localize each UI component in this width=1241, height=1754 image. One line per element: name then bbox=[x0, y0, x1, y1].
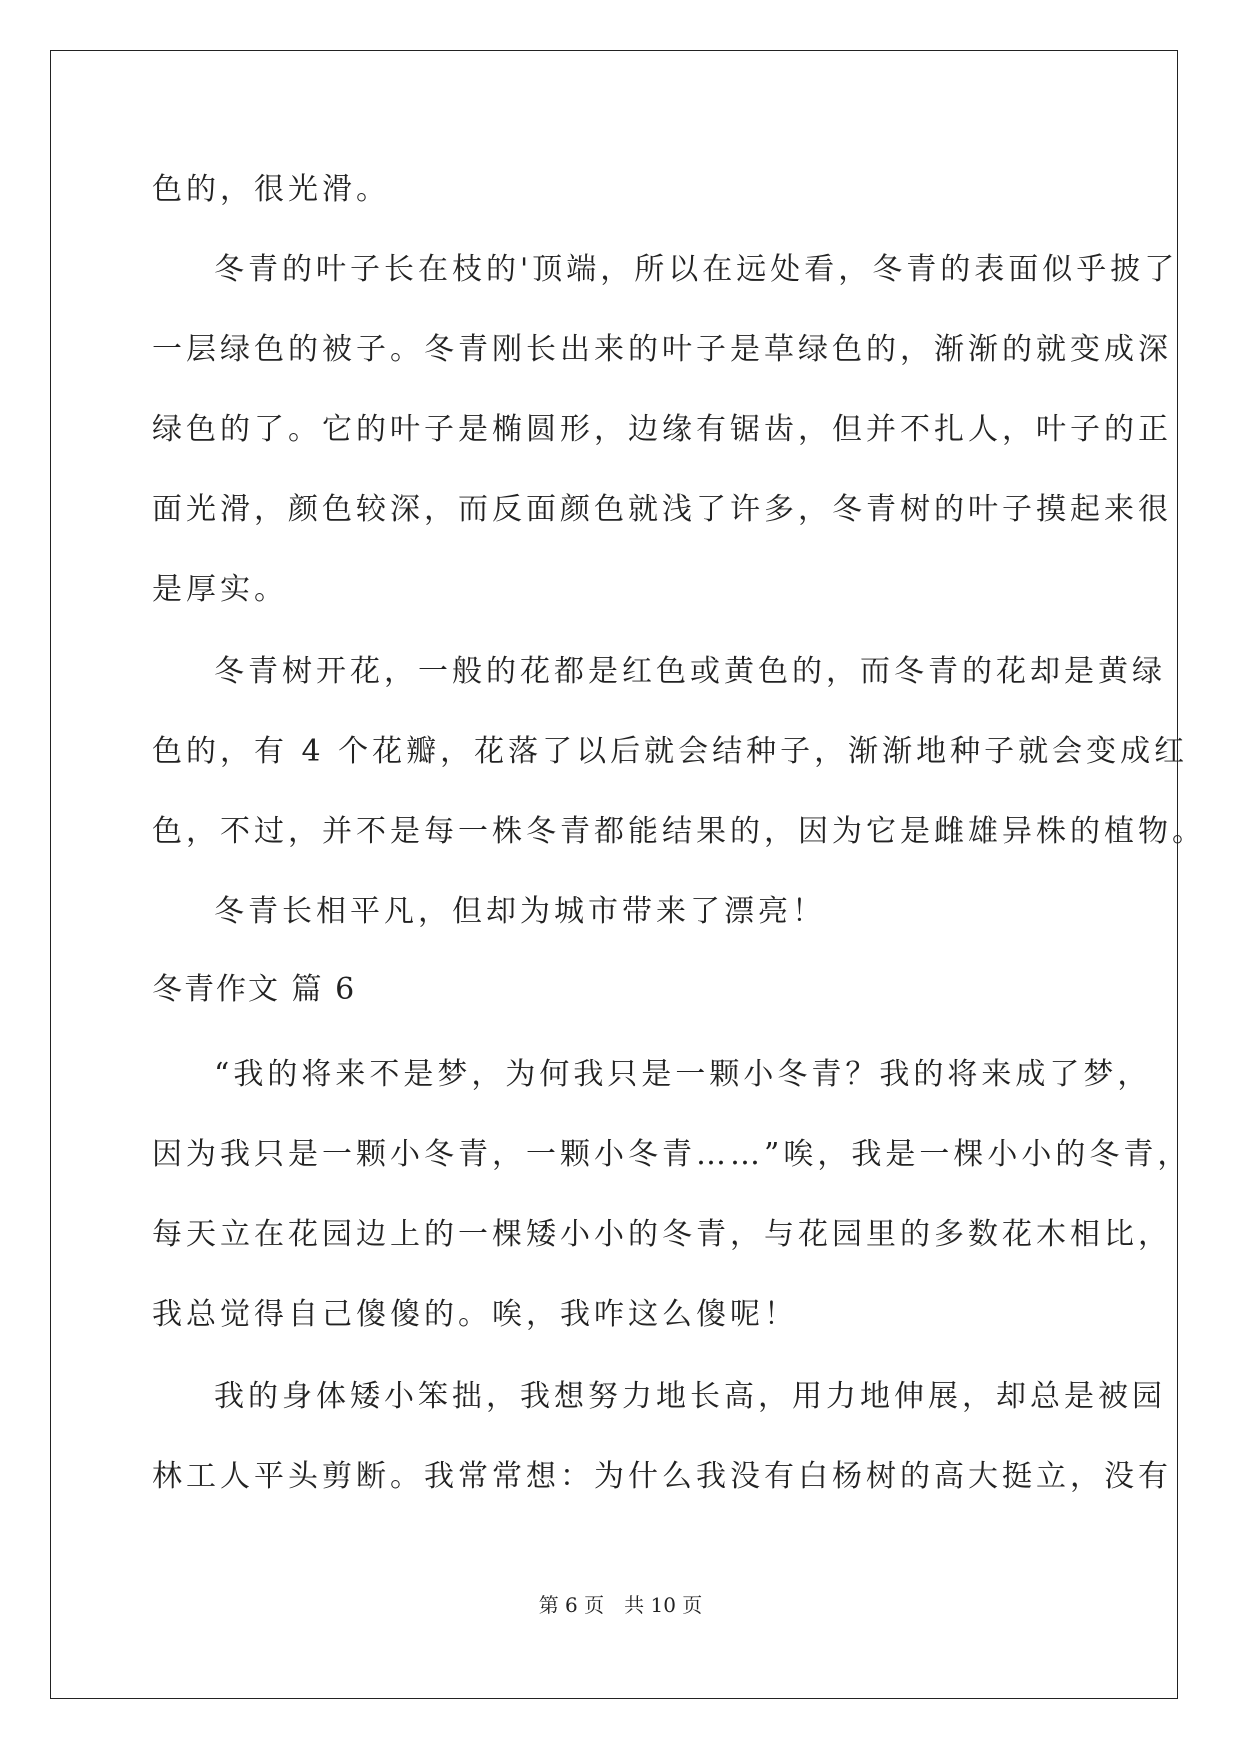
text-line: 面光滑，颜色较深，而反面颜色就浅了许多，冬青树的叶子摸起来很 bbox=[152, 492, 1172, 527]
page-border bbox=[50, 50, 1178, 1699]
text-line: “我的将来不是梦，为何我只是一颗小冬青？我的将来成了梦， bbox=[214, 1057, 1152, 1092]
text-line: 色的，有 4 个花瓣，花落了以后就会结种子，渐渐地种子就会变成红 bbox=[152, 734, 1189, 769]
text-line: 我总觉得自己傻傻的。唉，我咋这么傻呢！ bbox=[152, 1297, 798, 1332]
text-line: 一层绿色的被子。冬青刚长出来的叶子是草绿色的，渐渐的就变成深 bbox=[152, 332, 1172, 367]
text-line: 冬青树开花，一般的花都是红色或黄色的，而冬青的花却是黄绿 bbox=[214, 654, 1166, 689]
text-line: 每天立在花园边上的一棵矮小小的冬青，与花园里的多数花木相比， bbox=[152, 1217, 1172, 1252]
text-line: 是厚实。 bbox=[152, 572, 288, 607]
section-heading: 冬青作文 篇 6 bbox=[152, 972, 357, 1007]
text-line: 因为我只是一颗小冬青，一颗小冬青……”唉，我是一棵小小的冬青， bbox=[152, 1137, 1192, 1172]
text-line: 我的身体矮小笨拙，我想努力地长高，用力地伸展，却总是被园 bbox=[214, 1379, 1166, 1414]
text-line: 冬青长相平凡，但却为城市带来了漂亮！ bbox=[214, 894, 826, 929]
page-number: 第 6 页 共 10 页 bbox=[538, 1593, 703, 1617]
text-line: 绿色的了。它的叶子是椭圆形，边缘有锯齿，但并不扎人，叶子的正 bbox=[152, 412, 1172, 447]
text-line: 林工人平头剪断。我常常想：为什么我没有白杨树的高大挺立，没有 bbox=[152, 1459, 1172, 1494]
text-line: 色的，很光滑。 bbox=[152, 172, 390, 207]
text-line: 冬青的叶子长在枝的'顶端，所以在远处看，冬青的表面似乎披了 bbox=[214, 252, 1179, 287]
text-line: 色，不过，并不是每一株冬青都能结果的，因为它是雌雄异株的植物。 bbox=[152, 814, 1206, 849]
